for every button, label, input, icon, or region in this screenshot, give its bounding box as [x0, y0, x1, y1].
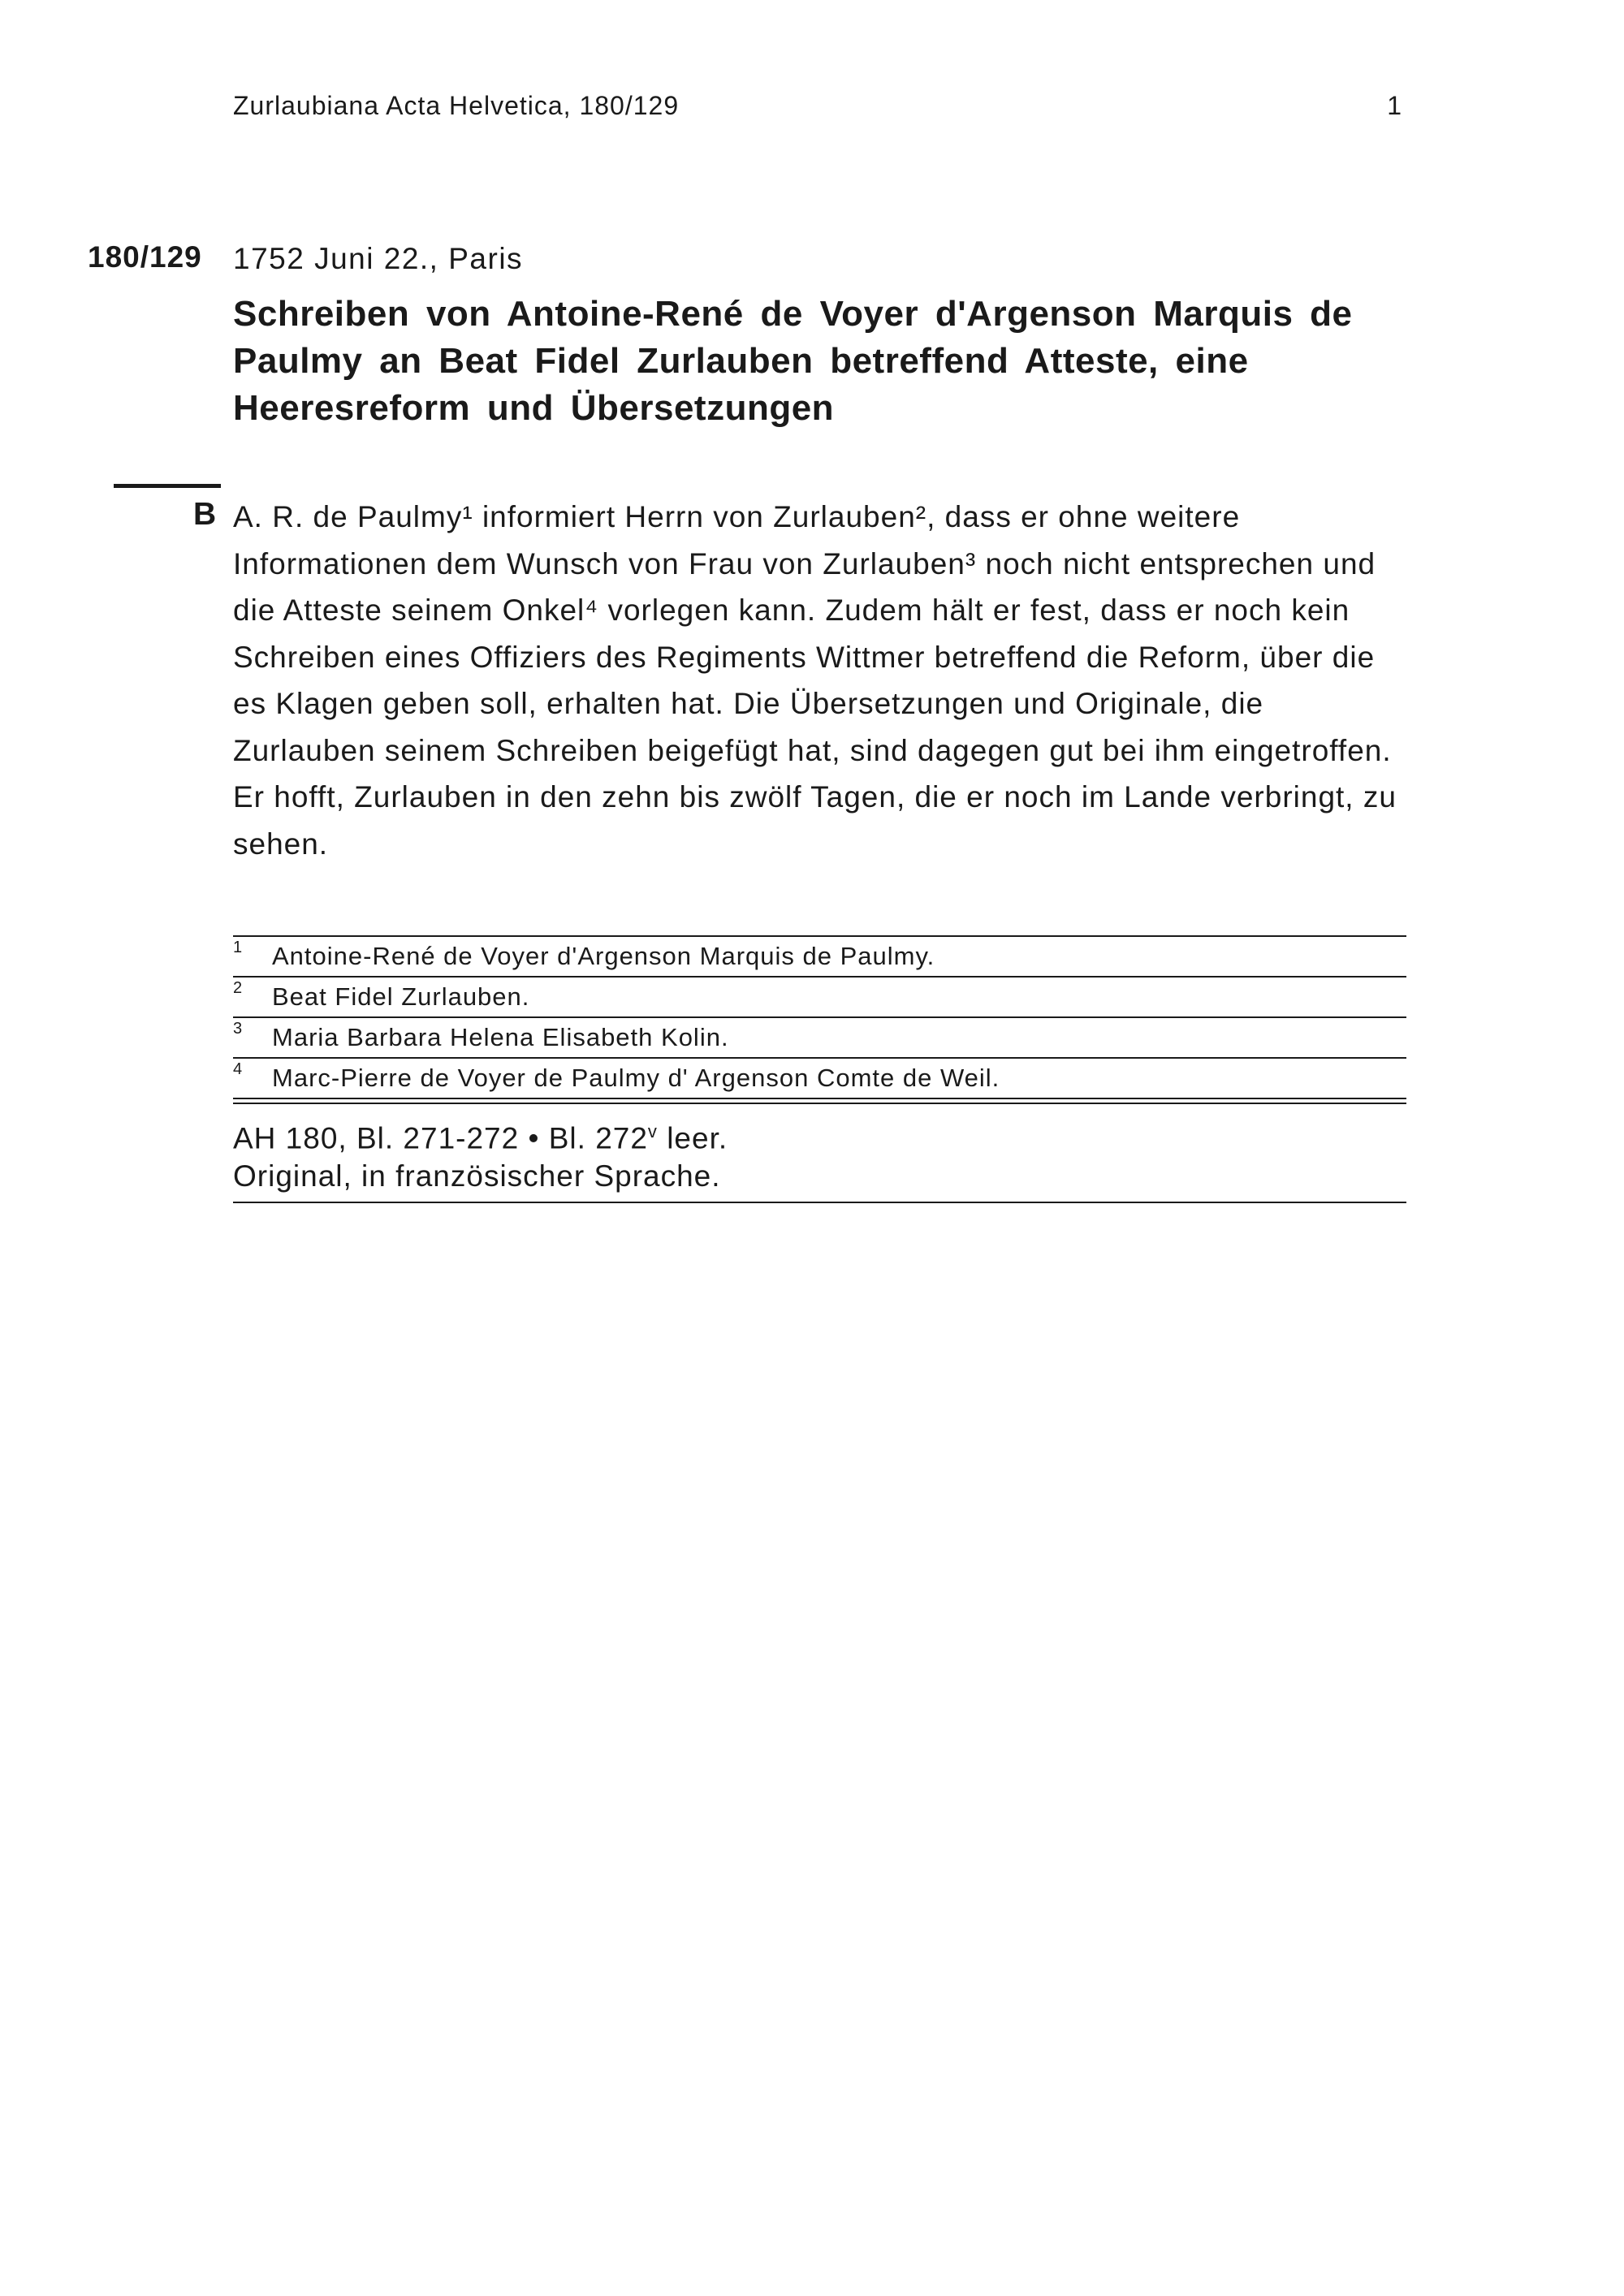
summary-text: vorlegen kann. Zudem hält er fest, dass er noch kein Schreiben eines Offiziers des Regiments Wittmer betreffend die Reform, über die es Klagen geben soll, erhalten hat. Die Übersetzungen und Originale, die Zurlauben seinem Schreiben beigefügt hat, sind dagegen gut bei ihm eingetroffen. Er hofft, Zurlauben in den zehn bis zwölf Tagen, die er noch im Lande verbringt, zu sehen.	[233, 593, 1397, 861]
footnote-number: 1	[233, 939, 244, 956]
footnote-item	[233, 978, 1406, 1018]
footnote-item	[233, 1018, 1406, 1059]
footnotes	[233, 935, 1406, 1099]
footnote-text: Maria Barbara Helena Elisabeth Kolin.	[272, 1023, 729, 1051]
series-title: Zurlaubiana Acta Helvetica, 180/129	[233, 91, 680, 120]
source-reference	[233, 1103, 1406, 1203]
document-date-place: 1752 Juni 22., Paris	[233, 242, 524, 275]
footnote-number: 2	[233, 979, 244, 997]
summary-text: informiert Herrn von Zurlauben	[473, 500, 916, 533]
source-line-language: Original, in französischer Sprache.	[233, 1159, 721, 1193]
page-number: 1	[1387, 91, 1402, 120]
source-archive-suffix: leer.	[657, 1121, 728, 1155]
summary-text: noch nicht entsprechen und die Atteste seinem Onkel	[233, 546, 1376, 627]
footnote-ref[interactable]: ⁴	[585, 593, 599, 627]
footnote-ref[interactable]: ³	[965, 546, 977, 580]
summary-paragraph	[233, 494, 1402, 867]
document-number: 180/129	[88, 240, 202, 274]
footnote-text: Beat Fidel Zurlauben.	[272, 982, 530, 1011]
footnote-ref[interactable]: ¹	[462, 500, 473, 533]
page-header	[233, 91, 1402, 132]
section-rule	[114, 484, 221, 488]
source-archive-text: AH 180, Bl. 271-272 • Bl. 272	[233, 1121, 648, 1155]
footnote-text: Marc-Pierre de Voyer de Paulmy d' Argenson Comte de Weil.	[272, 1064, 1000, 1092]
summary-text: , dass er ohne weitere Informationen dem Wunsch von Frau von Zurlauben	[233, 500, 1241, 580]
footnote-item	[233, 937, 1406, 978]
footnote-number: 4	[233, 1060, 244, 1078]
source-line-archive	[233, 1112, 1406, 1157]
footnote-item	[233, 1059, 1406, 1099]
section-letter: B	[193, 497, 217, 532]
summary-text: A. R. de Paulmy	[233, 500, 463, 533]
footnote-ref[interactable]: ²	[915, 500, 927, 533]
document-title: Schreiben von Antoine-René de Voyer d'Argenson Marquis de Paulmy an Beat Fidel Zurlauben betreffend Atteste, eine Heeresreform und Übersetzungen	[233, 294, 1353, 428]
footnote-number: 3	[233, 1020, 244, 1038]
footnote-text: Antoine-René de Voyer d'Argenson Marquis de Paulmy.	[272, 942, 935, 970]
source-verso-mark: v	[647, 1121, 658, 1142]
